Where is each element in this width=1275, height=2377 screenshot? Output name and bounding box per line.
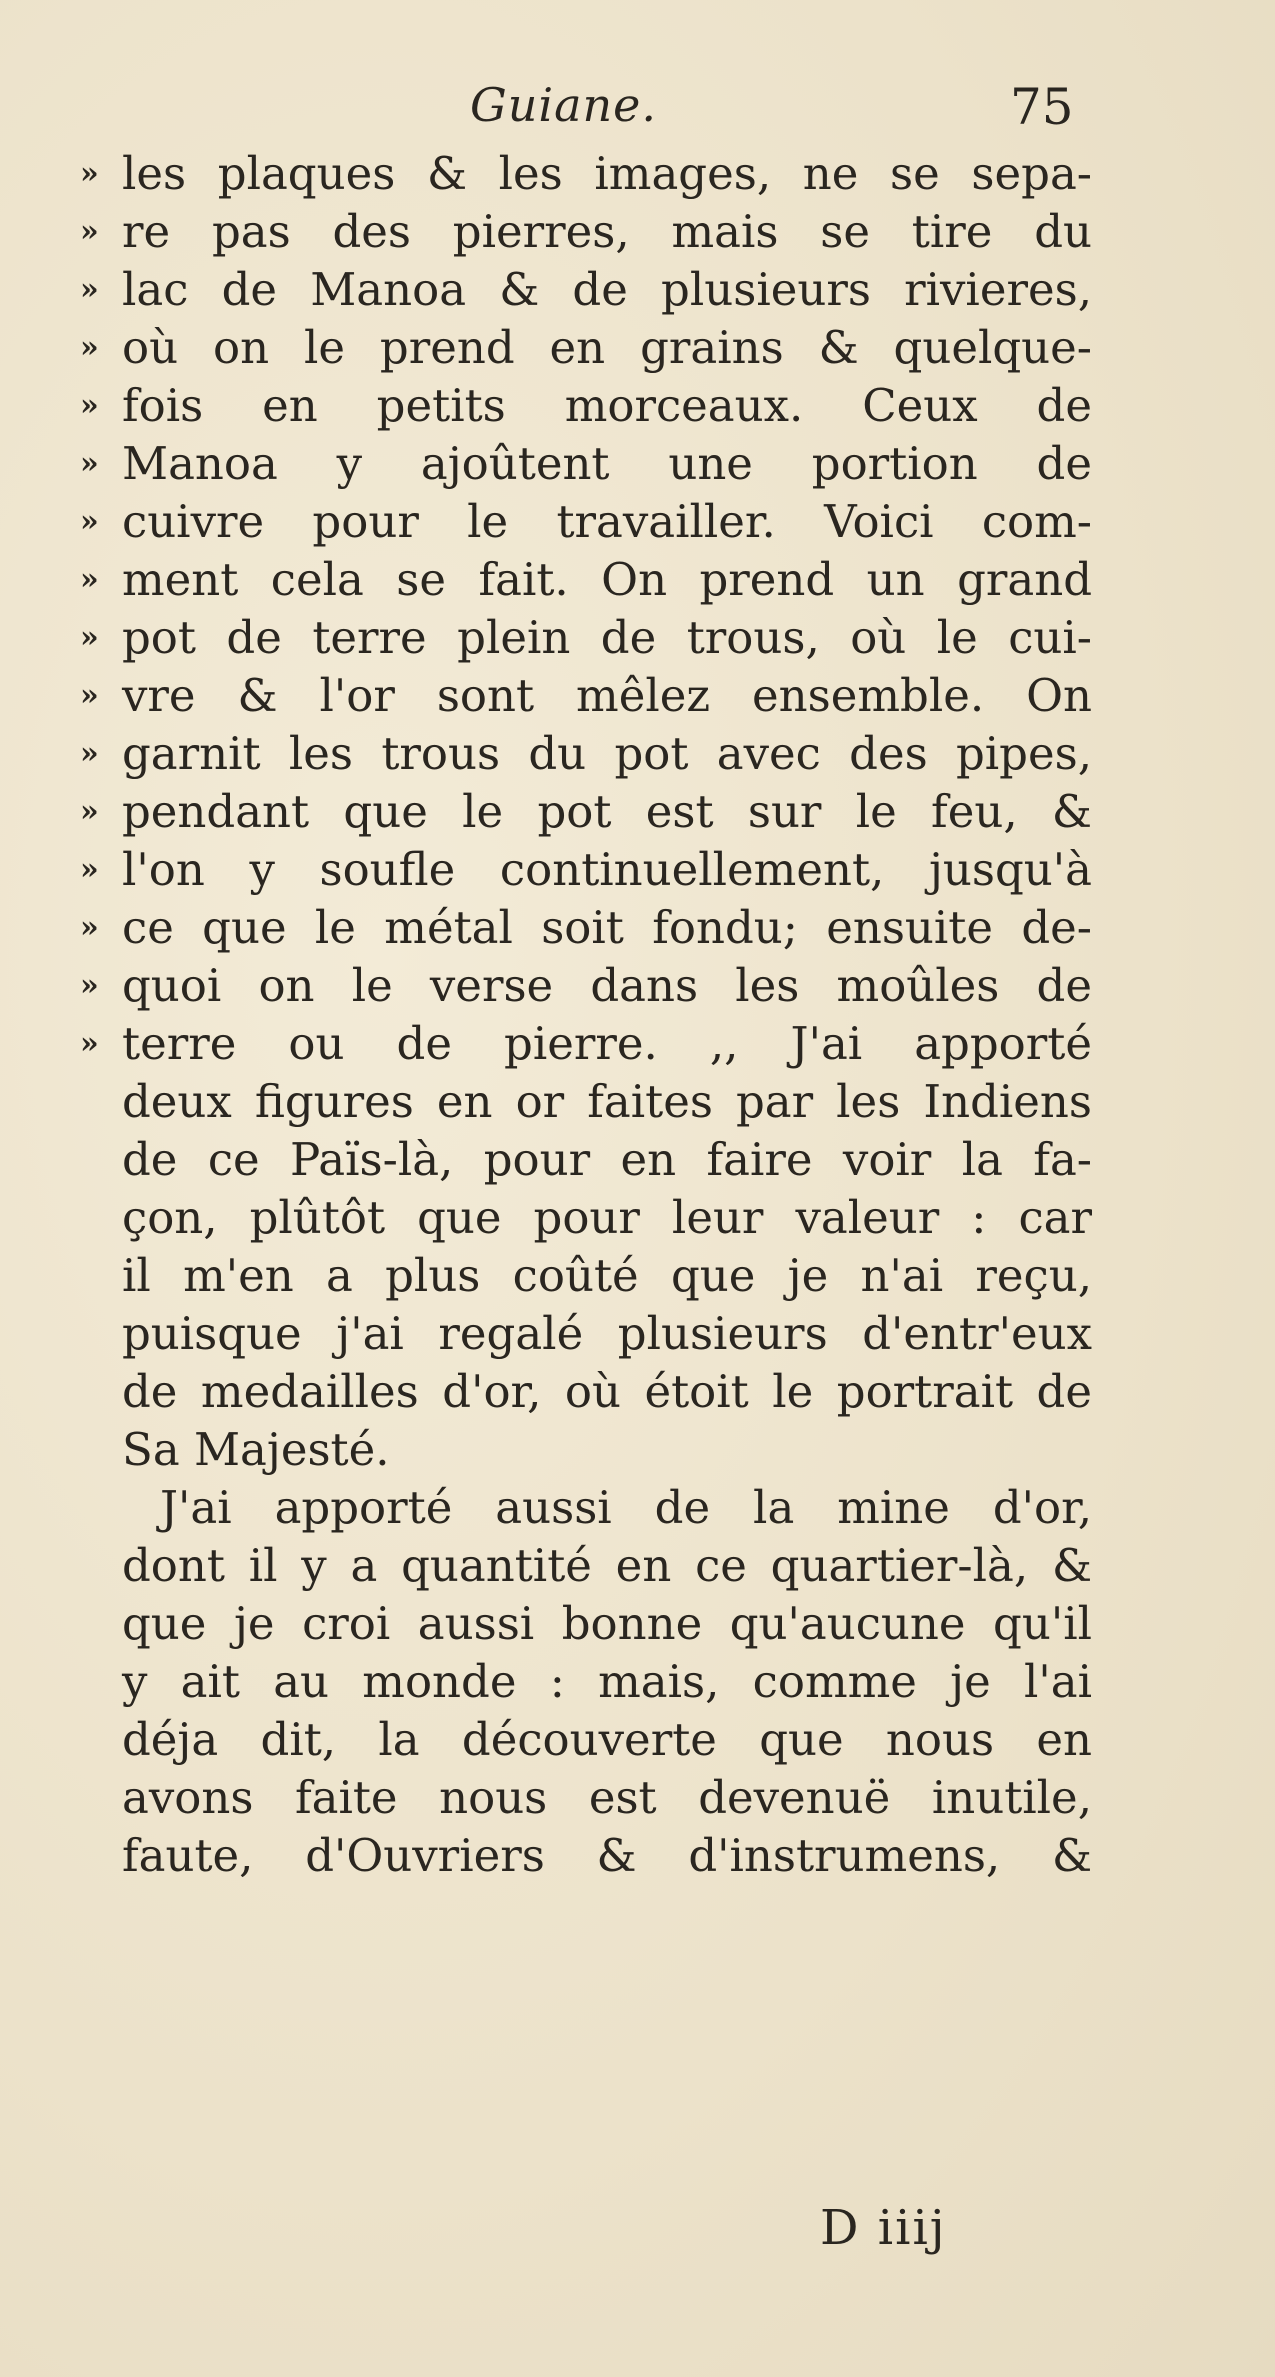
text-line-content: que je croi aussi bonne qu'aucune qu'il	[122, 1597, 1092, 1650]
text-line-content: dont il y a quantité en ce quartier-là, &	[122, 1539, 1092, 1592]
text-line-content: re pas des pierres, mais se tire du	[122, 205, 1092, 258]
text-line-content: les plaques & les images, ne se sepa-	[122, 147, 1092, 200]
quotation-mark: »	[80, 678, 99, 713]
text-line	[122, 1247, 1092, 1305]
text-line	[122, 1711, 1092, 1769]
text-line	[122, 1131, 1092, 1189]
text-line	[80, 725, 1092, 783]
text-line	[80, 899, 1092, 957]
quotation-mark: »	[80, 736, 99, 771]
text-line-content: terre ou de pierre. ,, J'ai apporté	[122, 1017, 1092, 1070]
text-line-content: çon, plûtôt que pour leur valeur : car	[122, 1191, 1092, 1244]
signature-mark: D iiij	[820, 2200, 947, 2256]
text-line	[80, 203, 1092, 261]
text-line	[80, 551, 1092, 609]
quotation-mark: »	[80, 620, 99, 655]
quotation-mark: »	[80, 794, 99, 829]
quotation-mark: »	[80, 156, 99, 191]
text-line-content: J'ai apporté aussi de la mine d'or,	[160, 1481, 1092, 1534]
quotation-mark: »	[80, 214, 99, 249]
text-line	[80, 319, 1092, 377]
text-line-content: ment cela se fait. On prend un grand	[122, 553, 1092, 606]
text-line	[80, 377, 1092, 435]
text-line	[122, 1595, 1092, 1653]
text-line	[80, 1015, 1092, 1073]
quotation-mark: »	[80, 388, 99, 423]
quotation-mark: »	[80, 910, 99, 945]
text-line	[122, 1827, 1092, 1885]
quotation-mark: »	[80, 562, 99, 597]
text-line	[122, 1305, 1092, 1363]
text-line-content: déja dit, la découverte que nous en	[122, 1713, 1092, 1766]
text-line	[80, 261, 1092, 319]
text-line	[80, 145, 1092, 203]
quotation-mark: »	[80, 968, 99, 1003]
text-line-content: ce que le métal soit fondu; ensuite de-	[122, 901, 1092, 954]
text-line	[80, 957, 1092, 1015]
body-text	[80, 145, 1092, 1885]
quotation-mark: »	[80, 330, 99, 365]
text-line-content: de medailles d'or, où étoit le portrait de	[122, 1365, 1092, 1418]
quotation-mark: »	[80, 1026, 99, 1061]
page-number: 75	[1010, 78, 1074, 136]
text-line-content: lac de Manoa & de plusieurs rivieres,	[122, 263, 1092, 316]
text-line	[122, 1537, 1092, 1595]
text-line-content: l'on y soufle continuellement, jusqu'à	[122, 843, 1092, 896]
running-header	[0, 70, 1275, 140]
text-line	[122, 1073, 1092, 1131]
text-line-content: pendant que le pot est sur le feu, &	[122, 785, 1092, 838]
quotation-mark: »	[80, 446, 99, 481]
text-line-content: deux figures en or faites par les Indiens	[122, 1075, 1092, 1128]
text-line-content: quoi on le verse dans les moûles de	[122, 959, 1092, 1012]
quotation-mark: »	[80, 504, 99, 539]
text-line-content: y ait au monde : mais, comme je l'ai	[122, 1655, 1092, 1708]
text-line	[122, 1189, 1092, 1247]
text-line	[80, 667, 1092, 725]
text-line-content: Sa Majesté.	[122, 1423, 390, 1476]
text-line-content: avons faite nous est devenuë inutile,	[122, 1771, 1092, 1824]
text-line	[122, 1363, 1092, 1421]
text-line	[80, 435, 1092, 493]
text-line-content: de ce Païs-là, pour en faire voir la fa-	[122, 1133, 1092, 1186]
text-line	[122, 1421, 1092, 1479]
text-line-content: cuivre pour le travailler. Voici com-	[122, 495, 1092, 548]
text-line	[80, 609, 1092, 667]
text-line	[122, 1769, 1092, 1827]
text-line-content: Manoa y ajoûtent une portion de	[122, 437, 1092, 490]
text-line-content: faute, d'Ouvriers & d'instrumens, &	[122, 1829, 1092, 1882]
running-title: Guiane.	[470, 78, 657, 132]
text-line-content: fois en petits morceaux. Ceux de	[122, 379, 1092, 432]
text-line	[122, 1479, 1092, 1537]
text-line-content: pot de terre plein de trous, où le cui-	[122, 611, 1092, 664]
text-line-content: garnit les trous du pot avec des pipes,	[122, 727, 1092, 780]
text-line-content: où on le prend en grains & quelque-	[122, 321, 1092, 374]
text-line	[122, 1653, 1092, 1711]
text-line-content: il m'en a plus coûté que je n'ai reçu,	[122, 1249, 1092, 1302]
text-line	[80, 783, 1092, 841]
text-line	[80, 493, 1092, 551]
quotation-mark: »	[80, 272, 99, 307]
quotation-mark: »	[80, 852, 99, 887]
text-line-content: vre & l'or sont mêlez ensemble. On	[122, 669, 1092, 722]
text-line	[80, 841, 1092, 899]
text-line-content: puisque j'ai regalé plusieurs d'entr'eux	[122, 1307, 1092, 1360]
